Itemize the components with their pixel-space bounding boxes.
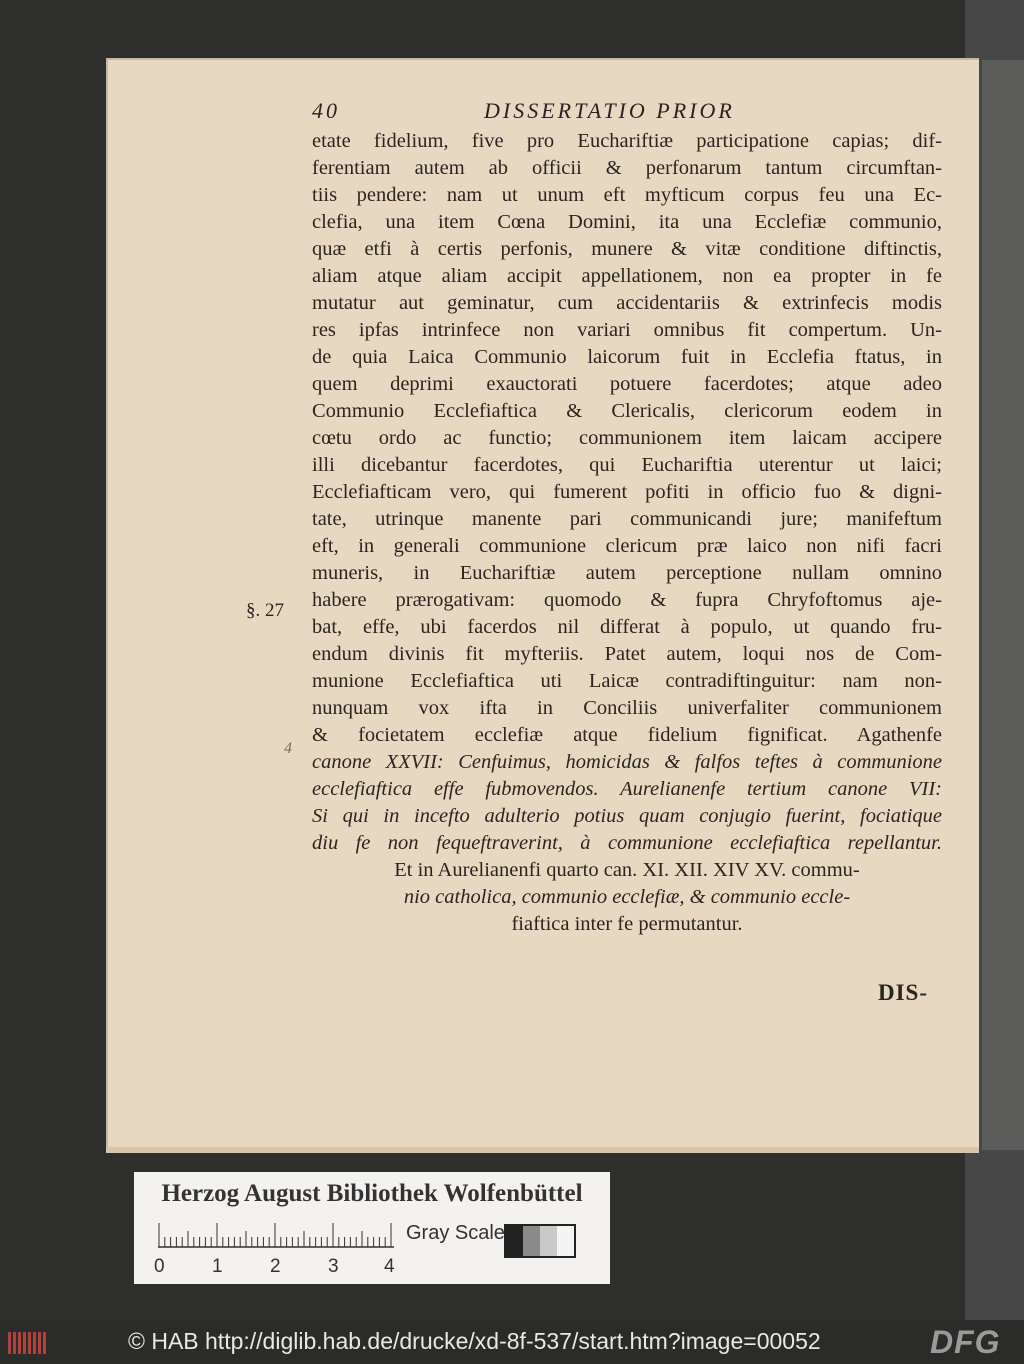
- gray-scale-label: Gray Scale: [406, 1222, 505, 1244]
- text-line: munione Ecclefiaftica uti Laicæ contradiftinguitur: nam non-: [312, 670, 942, 692]
- page-edge: [106, 1147, 979, 1153]
- text-line: canone XXVII: Cenfuimus, homicidas & falfos teftes à communione: [312, 751, 942, 773]
- text-line: etate fidelium, five pro Euchariftiæ participatione capias; dif-: [312, 130, 942, 152]
- text-line: Si qui in incefto adulterio potius quam conjugio fuerint, fociatique: [312, 805, 942, 827]
- text-line: muneris, in Euchariftiæ autem perceptione nullam omnino: [312, 562, 942, 584]
- swatch-black: [506, 1226, 523, 1256]
- text-line: diu fe non fequeftraverint, à communione ecclefiaftica repellantur.: [312, 832, 942, 854]
- text-line: de quia Laica Communio laicorum fuit in Ecclefia ftatus, in: [312, 346, 942, 368]
- text-line: habere prærogativam: quomodo & fupra Chryfoftomus aje-: [312, 589, 942, 611]
- hab-logo-icon: [8, 1330, 46, 1356]
- text-line: Communio Ecclefiaftica & Clericalis, clericorum eodem in: [312, 400, 942, 422]
- ruler: [158, 1222, 394, 1248]
- text-line: & focietatem ecclefiæ atque fidelium fignificat. Agathenfe: [312, 724, 942, 746]
- text-line: nunquam vox ifta in Conciliis univerfaliter communionem: [312, 697, 942, 719]
- library-name: Herzog August Bibliothek Wolfenbüttel: [161, 1180, 583, 1207]
- text-line: mutatur aut geminatur, cum accidentariis & extrinfecis modis: [312, 292, 942, 314]
- ruler-number: 2: [270, 1256, 281, 1277]
- text-line: Et in Aurelianenfi quarto can. XI. XII. XIV XV. commu-: [394, 859, 860, 881]
- text-line: tate, utrinque manente pari communicandi jure; manifeftum: [312, 508, 942, 530]
- gray-scale-swatch: [504, 1224, 576, 1258]
- page-body: [312, 128, 942, 938]
- book-page: [106, 58, 979, 1150]
- text-line: res ipfas intrinfece non variari omnibus fit compertum. Un-: [312, 319, 942, 341]
- margin-note: 4: [284, 740, 292, 757]
- swatch-white: [557, 1226, 574, 1256]
- text-line: ferentiam autem ab officii & perfonarum tantum circumftan-: [312, 157, 942, 179]
- section-marker: §. 27: [246, 600, 284, 621]
- text-line: endum divinis fit myfteriis. Patet autem, loqui nos de Com-: [312, 643, 942, 665]
- library-label-card: [134, 1172, 610, 1284]
- text-line: quem deprimi exauctorati potuere facerdotes; atque adeo: [312, 373, 942, 395]
- copyright-link[interactable]: © HAB http://diglib.hab.de/drucke/xd-8f-537/start.htm?image=00052: [128, 1328, 821, 1354]
- ruler-number: 0: [154, 1256, 165, 1277]
- footer-bar: [0, 1320, 1024, 1364]
- text-line: quæ etfi à certis perfonis, munere & vitæ conditione diftinctis,: [312, 238, 942, 260]
- text-line: aliam atque aliam accipit appellationem, non ea propter in fe: [312, 265, 942, 287]
- ruler-number: 4: [384, 1256, 395, 1277]
- text-line: cœtu ordo ac functio; communionem item laicam accipere: [312, 427, 942, 449]
- text-line: tiis pendere: nam ut unum eft myfticum corpus feu una Ec-: [312, 184, 942, 206]
- text-line: ecclefiaftica effe fubmovendos. Aurelianenfe tertium canone VII:: [312, 778, 942, 800]
- swatch-dark-gray: [523, 1226, 540, 1256]
- page-shadow: [982, 60, 1024, 1150]
- catchword: DIS-: [878, 980, 929, 1005]
- text-line: clefia, una item Cœna Domini, ita una Ecclefiæ communio,: [312, 211, 942, 233]
- ruler-number: 1: [212, 1256, 223, 1277]
- text-line: nio catholica, communio ecclefiæ, & communio eccle-: [403, 886, 851, 908]
- dfg-logo: DFG: [930, 1324, 1001, 1360]
- text-line: eft, in generali communione clericum præ laico non nifi facri: [312, 535, 942, 557]
- page-number: 40: [312, 98, 340, 123]
- text-line: Ecclefiafticam vero, qui fumerent pofiti in officio fuo & digni-: [312, 481, 942, 503]
- running-head: DISSERTATIO PRIOR: [484, 98, 735, 123]
- text-line: bat, effe, ubi facerdos nil differat à populo, ut quando fru-: [312, 616, 942, 638]
- text-line: fiaftica inter fe permutantur.: [511, 913, 743, 935]
- text-line: illi dicebantur facerdotes, qui Euchariftia uterentur ut laici;: [312, 454, 942, 476]
- ruler-scale: [134, 1256, 434, 1276]
- ruler-number: 3: [328, 1256, 339, 1277]
- swatch-light-gray: [540, 1226, 557, 1256]
